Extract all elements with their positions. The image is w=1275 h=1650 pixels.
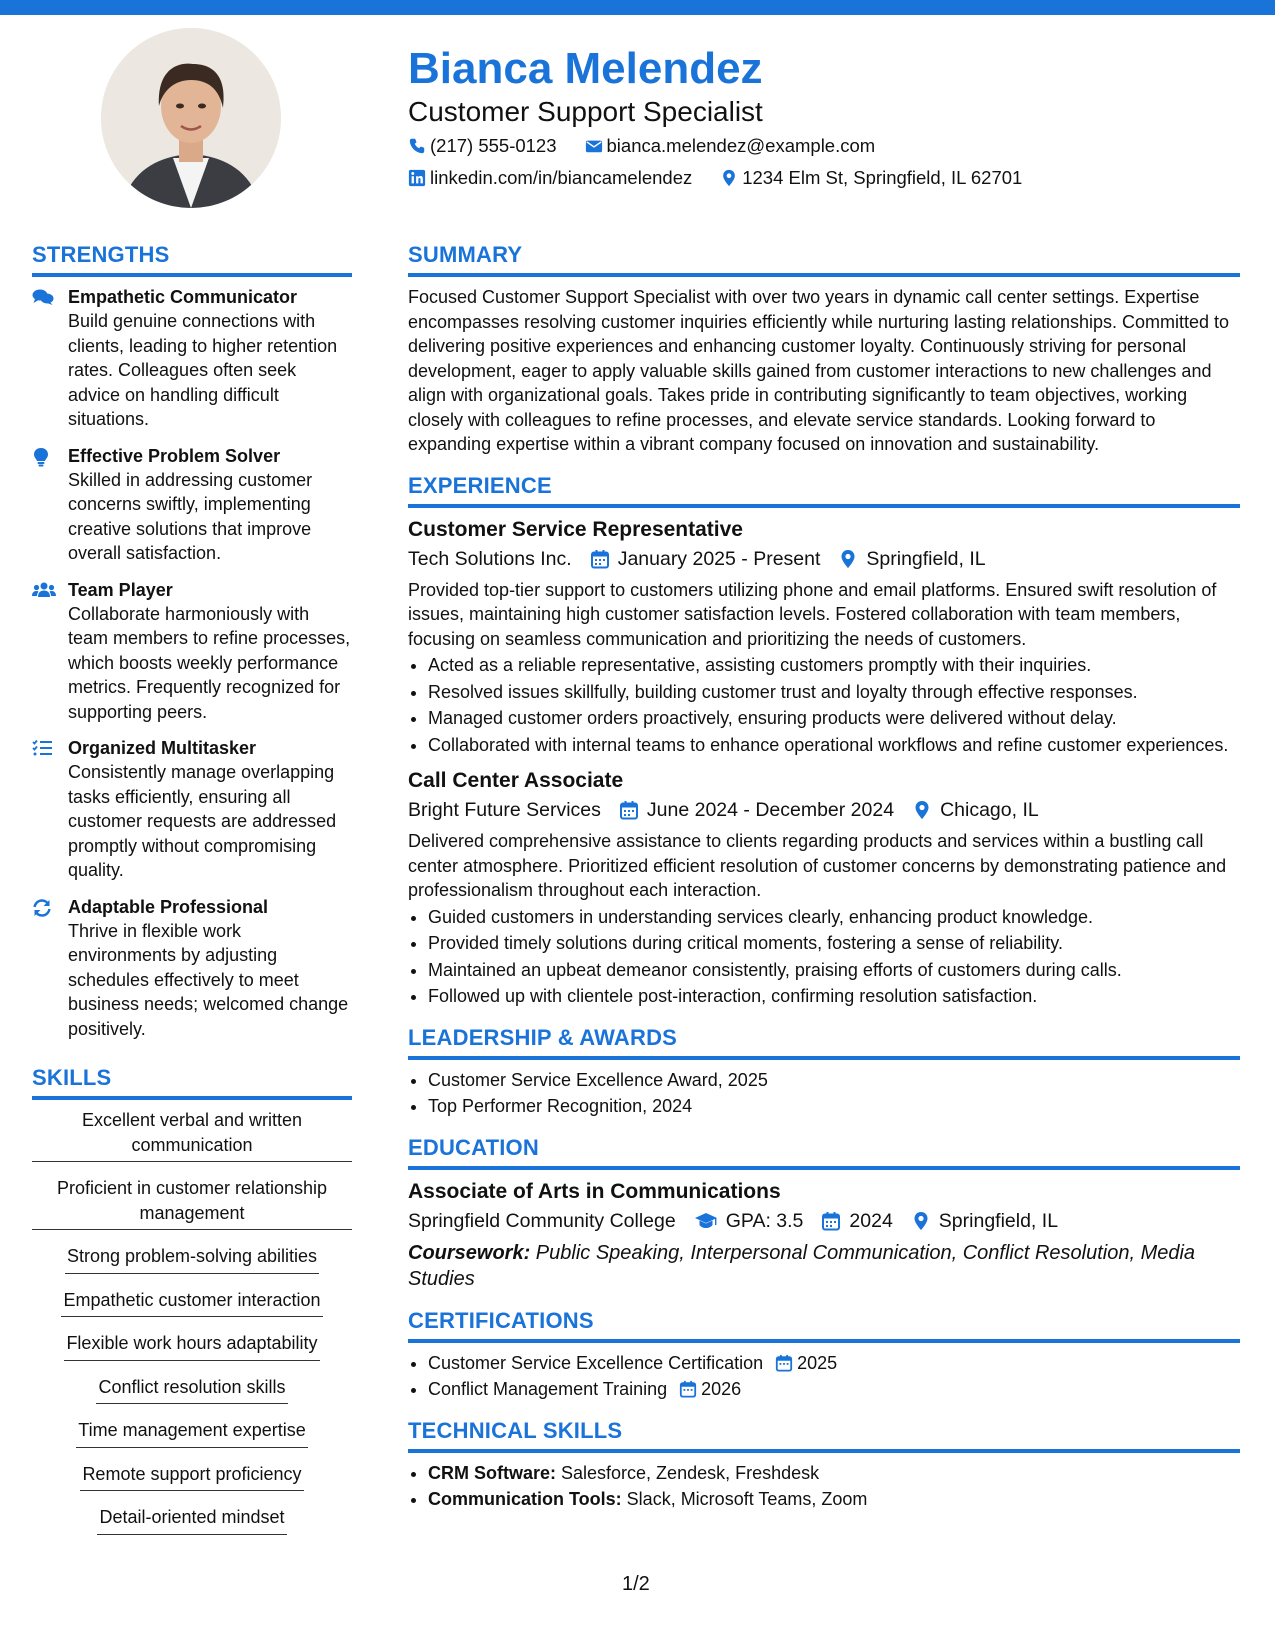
graduation-cap-icon	[694, 1211, 718, 1231]
strength-title: Team Player	[68, 579, 173, 600]
section-divider	[408, 1166, 1240, 1170]
job-meta	[408, 544, 1240, 574]
job-dates: January 2025 - Present	[617, 547, 821, 570]
job-bullet: • Provided timely solutions during critical moments, fostering a sense of reliability.	[428, 931, 1240, 956]
left-column	[32, 240, 352, 1549]
strength-description: Consistently manage overlapping tasks efficiently, ensuring all customer requests are addressed promptly without compromising quality.	[68, 762, 337, 880]
technical-skills-list	[408, 1461, 1240, 1512]
sync-icon	[32, 898, 52, 918]
job-bullet: • Managed customer orders proactively, ensuring products were delivered without delay.	[428, 706, 1240, 731]
address-text: 1234 Elm St, Springfield, IL 62701	[742, 167, 1023, 188]
skill-item: Detail-oriented mindset	[32, 1505, 352, 1535]
location-pin-icon	[912, 800, 932, 820]
strength-title: Organized Multitasker	[68, 738, 257, 758]
education-section	[408, 1133, 1240, 1292]
job-entry	[408, 767, 1240, 1009]
job-bullet: • Guided customers in understanding services clearly, enhancing product knowledge.	[428, 905, 1240, 930]
technical-skill-item	[428, 1487, 1240, 1512]
awards-heading: LEADERSHIP & AWARDS	[408, 1024, 678, 1050]
skills-heading: SKILLS	[32, 1065, 112, 1090]
certification-name: • Customer Service Excellence Certification	[428, 1352, 764, 1373]
strength-item	[32, 578, 352, 725]
coursework-label: Coursework:	[408, 1241, 531, 1264]
phone-icon	[408, 137, 426, 155]
email-icon	[585, 137, 603, 155]
section-divider	[32, 1096, 352, 1100]
calendar-icon	[590, 549, 610, 569]
job-bullet: • Maintained an upbeat demeanor consistently, praising efforts of customers during calls.	[428, 958, 1240, 983]
summary-text: Focused Customer Support Specialist with over two years in dynamic call center settings. Expertise encompasses resolving customer inquiries efficiently while nurturing lasting relationships. Committed to delivering positive experiences and enhancing customer loyalty. Continuously striving for personal development, eager to apply valuable skills gained from customer interactions to new challenges and align with organizational goals. Takes pride in contributing significantly to team objectives, working closely with colleagues to refine processes, and elevate service standards. Looking forward to expanding expertise within a vibrant company focused on innovation and sustainability.	[408, 287, 1230, 454]
technical-skill-item	[428, 1461, 1240, 1486]
job-title: Customer Service Representative	[408, 517, 743, 541]
users-icon	[32, 581, 56, 599]
experience-section	[408, 471, 1240, 1009]
strength-description: Collaborate harmoniously with team members to refine processes, which boosts weekly performance metrics. Frequently recognized for supporting peers.	[68, 603, 351, 722]
certification-name: • Conflict Management Training	[428, 1379, 668, 1399]
job-dates: June 2024 - December 2024	[646, 799, 895, 821]
strength-description: Build genuine connections with clients, leading to higher retention rates. Colleagues often seek advice on handling difficult situations.	[68, 311, 338, 429]
education-location: Springfield, IL	[938, 1209, 1059, 1232]
education-year: 2024	[849, 1209, 893, 1232]
job-company: Bright Future Services	[408, 799, 601, 821]
job-location: Springfield, IL	[866, 547, 986, 570]
strength-title: Adaptable Professional	[68, 896, 269, 917]
linkedin-contact	[408, 165, 692, 191]
candidate-role: Customer Support Specialist	[408, 96, 763, 127]
skill-item: Flexible work hours adaptability	[32, 1331, 352, 1361]
awards-section	[408, 1023, 1240, 1119]
strength-item	[32, 444, 352, 566]
calendar-icon	[619, 800, 639, 820]
comments-icon	[32, 288, 54, 306]
awards-list	[408, 1068, 1240, 1119]
certification-year: 2026	[701, 1379, 742, 1399]
strength-title: Effective Problem Solver	[68, 445, 281, 466]
contact-row-1	[408, 133, 903, 159]
email-text[interactable]: bianca.melendez@example.com	[606, 135, 876, 156]
location-pin-icon	[720, 169, 738, 187]
skill-item: Excellent verbal and written communication	[32, 1108, 352, 1162]
job-entry	[408, 516, 1240, 758]
address-contact	[720, 165, 1022, 191]
section-divider	[408, 1056, 1240, 1060]
phone-text[interactable]: (217) 555-0123	[430, 135, 557, 156]
certification-year: 2025	[797, 1352, 838, 1373]
technical-skill-value: Salesforce, Zendesk, Freshdesk	[556, 1462, 820, 1483]
section-divider	[408, 273, 1240, 277]
skill-item: Proficient in customer relationship management	[32, 1176, 352, 1230]
candidate-name: Bianca Melendez	[408, 44, 763, 93]
calendar-icon	[821, 1211, 841, 1231]
email-contact	[585, 133, 876, 159]
technical-skill-label: CRM Software:	[428, 1462, 557, 1483]
job-bullet: • Resolved issues skillfully, building customer trust and loyalty through effective responses.	[428, 680, 1240, 705]
summary-section	[408, 240, 1240, 457]
skill-item: Empathetic customer interaction	[32, 1288, 352, 1318]
experience-heading: EXPERIENCE	[408, 472, 552, 498]
skill-item: Strong problem-solving abilities	[32, 1244, 352, 1274]
checklist-icon	[32, 739, 52, 757]
strength-description: Skilled in addressing customer concerns swiftly, implementing creative solutions that improve overall satisfaction.	[68, 469, 313, 563]
technical-skill-label: Communication Tools:	[428, 1489, 622, 1509]
strength-item	[32, 895, 352, 1042]
calendar-icon	[775, 1354, 793, 1372]
phone-contact	[408, 133, 557, 159]
award-item: • Top Performer Recognition, 2024	[428, 1094, 1240, 1119]
award-item: • Customer Service Excellence Award, 2025	[428, 1068, 1240, 1093]
gpa: GPA: 3.5	[725, 1209, 804, 1232]
section-divider	[408, 1339, 1240, 1343]
job-bullets	[408, 905, 1240, 1009]
job-bullet: • Collaborated with internal teams to enhance operational workflows and refine customer experiences.	[428, 733, 1240, 758]
strengths-section	[32, 240, 352, 1041]
school-name: Springfield Community College	[408, 1209, 676, 1232]
skill-item: Conflict resolution skills	[32, 1375, 352, 1405]
certification-item	[428, 1351, 1240, 1376]
right-column	[408, 240, 1240, 1526]
technical-skill-value: Slack, Microsoft Teams, Zoom	[621, 1489, 868, 1509]
job-description: Provided top-tier support to customers utilizing phone and email platforms. Ensured swift resolution of issues, maintaining high customer satisfaction levels. Fostered collaboration with team members, focusing on seamless communication and prioritizing the needs of customers.	[408, 579, 1217, 649]
education-meta	[408, 1206, 1240, 1236]
certifications-section	[408, 1306, 1240, 1402]
certifications-list	[408, 1351, 1240, 1402]
skill-item: Remote support proficiency	[32, 1462, 352, 1492]
job-company: Tech Solutions Inc.	[408, 547, 572, 570]
section-divider	[408, 1449, 1240, 1453]
job-location: Chicago, IL	[940, 799, 1039, 821]
section-divider	[408, 504, 1240, 508]
technical-skills-heading: TECHNICAL SKILLS	[408, 1417, 623, 1443]
strength-title: Empathetic Communicator	[68, 287, 298, 307]
summary-heading: SUMMARY	[408, 242, 523, 267]
certification-item	[428, 1377, 1240, 1402]
strengths-heading: STRENGTHS	[32, 242, 170, 267]
strength-description: Thrive in flexible work environments by adjusting schedules effectively to meet business needs; welcomed change positively.	[68, 920, 349, 1039]
top-accent-bar	[0, 0, 1275, 15]
certifications-heading: CERTIFICATIONS	[408, 1307, 594, 1333]
linkedin-icon	[408, 169, 426, 187]
job-bullet: • Acted as a reliable representative, assisting customers promptly with their inquiries.	[428, 653, 1240, 678]
location-pin-icon	[838, 549, 858, 569]
technical-skills-section	[408, 1416, 1240, 1512]
coursework	[408, 1240, 1240, 1292]
strength-item	[32, 736, 352, 883]
skill-item: Time management expertise	[32, 1418, 352, 1448]
coursework-list: Public Speaking, Interpersonal Communication, Conflict Resolution, Media Studies	[408, 1241, 1196, 1290]
job-meta	[408, 795, 1240, 825]
linkedin-text[interactable]: linkedin.com/in/biancamelendez	[430, 167, 693, 188]
calendar-icon	[679, 1380, 697, 1398]
strength-item	[32, 285, 352, 432]
contact-row-2	[408, 165, 1050, 191]
profile-photo	[101, 28, 281, 208]
education-heading: EDUCATION	[408, 1134, 539, 1160]
lightbulb-icon	[32, 447, 50, 467]
job-description: Delivered comprehensive assistance to clients regarding products and services within a bustling call center atmosphere. Prioritized efficient resolution of customer concerns by demonstrating patience and professionalism throughout each interaction.	[408, 831, 1227, 900]
page-number: 1/2	[622, 1573, 650, 1595]
job-bullets	[408, 653, 1240, 757]
skills-section	[32, 1063, 352, 1535]
job-bullet: • Followed up with clientele post-interaction, confirming resolution satisfaction.	[428, 984, 1240, 1009]
section-divider	[32, 273, 352, 277]
location-pin-icon	[911, 1211, 931, 1231]
degree-title: Associate of Arts in Communications	[408, 1179, 781, 1203]
job-title: Call Center Associate	[408, 769, 624, 792]
